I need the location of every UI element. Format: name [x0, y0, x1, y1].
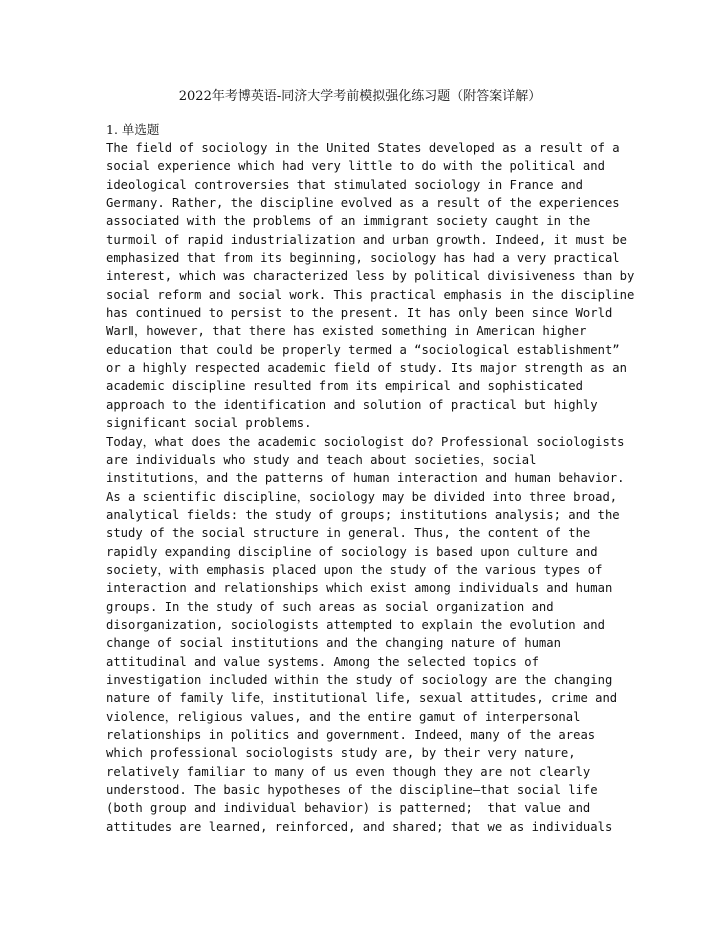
passage-line: WarⅡ，however, that there has existed something in American higher	[106, 324, 587, 339]
passage-line: institutions，and the patterns of human interaction and human behavior.	[106, 471, 625, 486]
passage-line: are individuals who study and teach about societies，social	[106, 452, 537, 467]
passage-line: significant social problems.	[106, 416, 312, 431]
passage-line: investigation included within the study of sociology are the changing	[106, 672, 613, 687]
passage-line: nature of family life，institutional life, sexual attitudes, crime and	[106, 691, 618, 706]
passage-line: society，with emphasis placed upon the study of the various types of	[106, 562, 603, 577]
passage-line: turmoil of rapid industrialization and urban growth. Indeed, it must be	[106, 232, 627, 247]
passage-text	[106, 139, 635, 836]
passage-line: relatively familiar to many of us even though they are not clearly	[106, 764, 591, 779]
passage-line: violence，religious values, and the entire gamut of interpersonal	[106, 709, 581, 724]
passage-line: interest, which was characterized less by political divisiveness than by	[106, 269, 635, 284]
passage-line: which professional sociologists study are, by their very nature,	[106, 746, 576, 761]
passage-line: understood. The basic hypotheses of the discipline—that social life	[106, 783, 598, 798]
passage-line: has continued to persist to the present. It has only been since World	[106, 306, 613, 321]
document-title: 2022年考博英语-同济大学考前模拟强化练习题（附答案详解）	[178, 89, 542, 104]
passage-line: emphasized that from its beginning, sociology has had a very practical	[106, 251, 620, 266]
passage-line: relationships in politics and government. Indeed，many of the areas	[106, 728, 596, 742]
passage-line: Germany. Rather, the discipline evolved as a result of the experiences	[106, 196, 620, 211]
passage-line: As a scientific discipline，sociology may be divided into three broad,	[106, 489, 618, 504]
passage-line: academic discipline resulted from its empirical and sophisticated	[106, 379, 583, 394]
passage-line: associated with the problems of an immigrant society caught in the	[106, 214, 591, 229]
passage-line: rapidly expanding discipline of sociology is based upon culture and	[106, 544, 598, 559]
passage-line: Today，what does the academic sociologist do? Professional sociologists	[106, 434, 625, 449]
passage-line: social reform and social work. This practical emphasis in the discipline	[106, 287, 635, 302]
passage-line: (both group and individual behavior) is patterned; that value and	[106, 801, 591, 816]
passage-line: study of the social structure in general. Thus, the content of the	[106, 526, 591, 541]
passage-line: The field of sociology in the United States developed as a result of a	[106, 141, 620, 155]
section-heading: 1. 单选题	[106, 122, 160, 137]
passage-line: attitudinal and value systems. Among the selected topics of	[106, 654, 539, 669]
passage-line: education that could be properly termed a “sociological establishment”	[106, 342, 620, 357]
passage-line: interaction and relationships which exist among individuals and human	[106, 581, 613, 596]
passage-line: or a highly respected academic field of study. Its major strength as an	[106, 361, 627, 376]
passage-line: disorganization, sociologists attempted to explain the evolution and	[106, 617, 605, 632]
passage-line: analytical fields: the study of groups; institutions analysis; and the	[106, 507, 620, 522]
passage-line: groups. In the study of such areas as social organization and	[106, 599, 554, 614]
passage-line: change of social institutions and the changing nature of human	[106, 636, 561, 651]
passage-line: ideological controversies that stimulated sociology in France and	[106, 177, 583, 192]
passage-line: attitudes are learned, reinforced, and shared; that we as individuals	[106, 819, 613, 834]
passage-line: social experience which had very little to do with the political and	[106, 159, 605, 174]
passage-line: approach to the identification and solution of practical but highly	[106, 397, 598, 412]
